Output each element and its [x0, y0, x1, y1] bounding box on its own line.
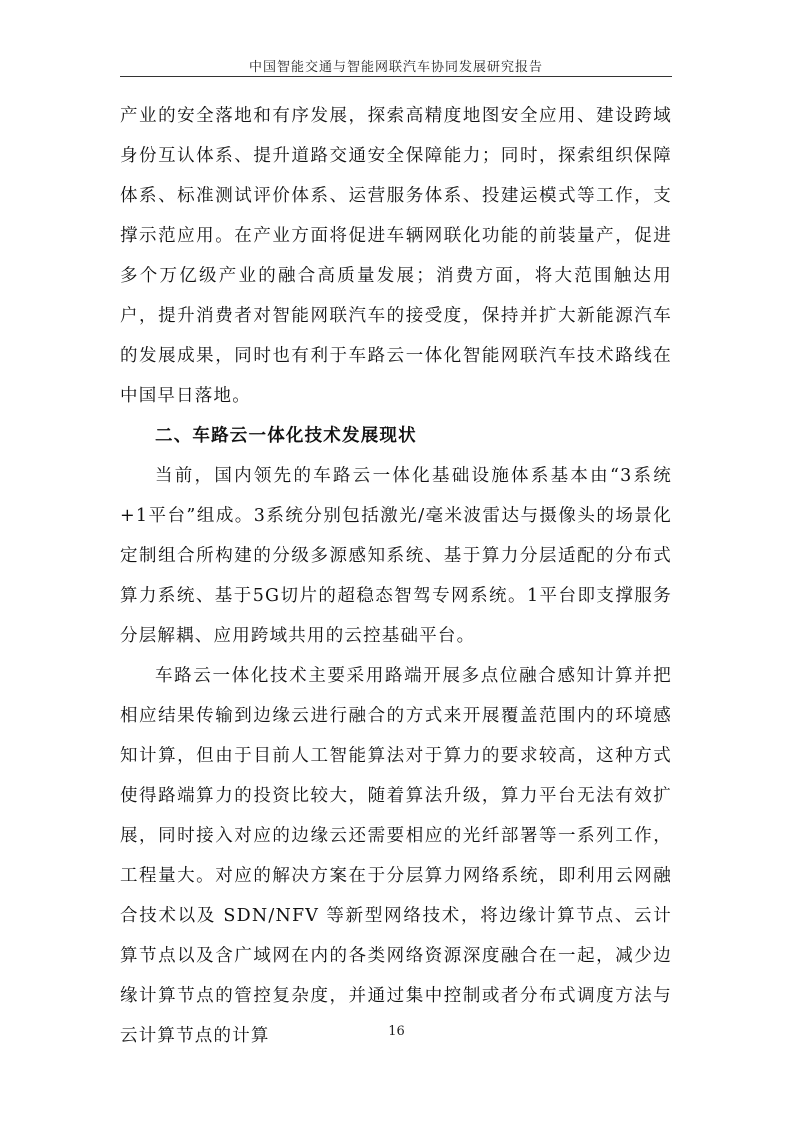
body-paragraph-1: 产业的安全落地和有序发展，探索高精度地图安全应用、建设跨域身份互认体系、提升道路交通安全保障能力；同时，探索组织保障体系、标准测试评价体系、运营服务体系、投建运模式等工作，支撑示范应用。在产业方面将促进车辆网联化功能的前装量产，促进多个万亿级产业的融合高质量发展；消费方面，将大范围触达用户，提升消费者对智能网联汽车的接受度，保持并扩大新能源汽车的发展成果，同时也有利于车路云一体化智能网联汽车技术路线在中国早日落地。 [120, 106, 672, 406]
section-heading: 二、车路云一体化技术发展现状 [155, 426, 417, 446]
header-divider [120, 76, 672, 77]
document-body [120, 96, 672, 1056]
body-paragraph-2: 当前，国内领先的车路云一体化基础设施体系基本由“3系统+1平台”组成。3系统分别包括激光/毫米波雷达与摄像头的场景化定制组合所构建的分级多源感知系统、基于算力分层适配的分布式算力系统、基于5G切片的超稳态智驾专网系统。1平台即支撑服务分层解耦、应用跨域共用的云控基础平台。 [120, 466, 672, 646]
running-header: 中国智能交通与智能网联汽车协同发展研究报告 [248, 60, 543, 75]
body-paragraph-3: 车路云一体化技术主要采用路端开展多点位融合感知计算并把相应结果传输到边缘云进行融合的方式来开展覆盖范围内的环境感知计算，但由于目前人工智能算法对于算力的要求较高，这种方式使得路端算力的投资比较大，随着算法升级，算力平台无法有效扩展，同时接入对应的边缘云还需要相应的光纤部署等一系列工作，工程量大。对应的解决方案在于分层算力网络系统，即利用云网融合技术以及 SDN/NFV 等新型网络技术，将边缘计算节点、云计算节点以及含广域网在内的各类网络资源深度融合在一起，减少边缘计算节点的管控复杂度，并通过集中控制或者分布式调度方法与云计算节点的计算 [120, 666, 672, 1046]
page-number: 16 [388, 1024, 405, 1039]
